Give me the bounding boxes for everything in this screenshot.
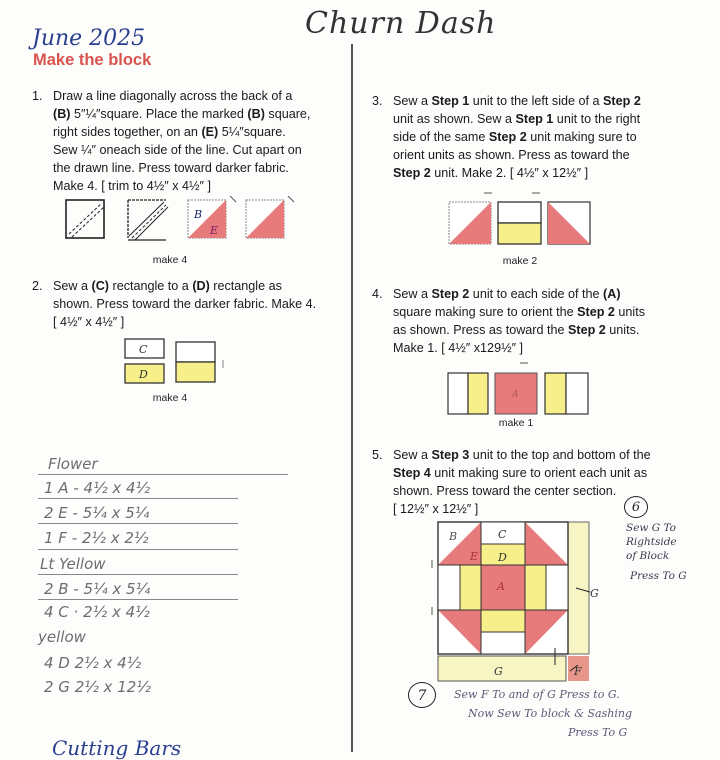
step-number: 2. xyxy=(32,279,43,293)
step-number: 3. xyxy=(372,94,383,108)
step-line: [ 4½″ x 4½″ ] xyxy=(53,315,125,329)
note-7 xyxy=(404,682,716,752)
label-f: F xyxy=(574,665,582,678)
note-6-line: Sew G To xyxy=(626,522,676,534)
step-line: as shown. Press as toward the Step 2 units. xyxy=(393,323,640,337)
step-line: Sew a (C) rectangle to a (D) rectangle as xyxy=(53,279,282,293)
step-3-caption: make 2 xyxy=(502,255,538,267)
cutting-list-row: 2 E - 5¼ x 5¼ xyxy=(44,504,150,522)
label-e: E xyxy=(210,224,219,237)
cd-unit-left xyxy=(448,373,488,414)
cutting-list-row: yellow xyxy=(38,628,86,646)
step-line: orient units as shown. Press as toward the xyxy=(393,148,630,162)
note-6-line: of Block xyxy=(626,550,670,562)
step-number: 1. xyxy=(32,89,43,103)
step-4-diagram xyxy=(440,360,600,418)
cutting-list-row: Flower xyxy=(48,455,98,473)
step-line: Sew a Step 1 unit to the left side of a Step 2 xyxy=(393,94,641,108)
sewn-cd-unit xyxy=(176,342,223,382)
step-line: side of the same Step 2 unit making sure to xyxy=(393,130,637,144)
note-6 xyxy=(620,494,720,594)
square-with-diagonal-line xyxy=(66,200,105,238)
note-7-line: Now Sew To block & Sashing xyxy=(468,707,632,720)
step-line: Step 2 unit. Make 2. [ 4½″ x 12½″ ] xyxy=(393,166,589,180)
step-2 xyxy=(32,277,352,333)
note-6-line: Rightside xyxy=(626,536,677,548)
cutting-list-row: 2 G 2½ x 12½ xyxy=(44,678,151,696)
label-e: E xyxy=(470,550,479,563)
square-with-seam-lines xyxy=(128,200,168,240)
section-heading: Make the block xyxy=(33,51,152,69)
label-d: D xyxy=(139,368,148,381)
step-2-caption: make 4 xyxy=(152,392,188,404)
note-6-line: Press To G xyxy=(630,570,687,582)
label-c: C xyxy=(139,343,148,356)
step-3-diagram xyxy=(440,188,600,250)
label-b: B xyxy=(449,530,458,543)
cutting-list-row: Lt Yellow xyxy=(40,555,106,573)
half-square-triangle xyxy=(246,196,294,238)
churn-dash-block-diagram xyxy=(430,515,610,685)
step-3 xyxy=(372,92,712,184)
step-4-caption: make 1 xyxy=(498,417,534,429)
cd-unit-center xyxy=(498,202,541,244)
step-line: Draw a line diagonally across the back of a xyxy=(53,89,293,103)
step-4 xyxy=(372,285,712,359)
step-line: [ 12½″ x 12½″ ] xyxy=(393,502,479,516)
step-1-caption: make 4 xyxy=(152,254,188,266)
label-b: B xyxy=(194,208,203,221)
cutting-list-row: 4 D 2½ x 4½ xyxy=(44,654,142,672)
note-7-line: Press To G xyxy=(568,726,628,739)
step-line: Sew a Step 2 unit to each side of the (A) xyxy=(393,287,621,301)
cutting-bars-heading-partial: Cutting Bars xyxy=(52,736,182,760)
hst-right xyxy=(548,202,590,244)
step-line: unit as shown. Sew a Step 1 unit to the right xyxy=(393,112,641,126)
label-g-right: G xyxy=(590,587,599,600)
label-a: A xyxy=(497,580,505,593)
cutting-list-row: 2 B - 5¼ x 5¼ xyxy=(44,580,151,598)
page-title: Churn Dash xyxy=(305,6,497,41)
step-1-diagram xyxy=(60,196,300,252)
square-a xyxy=(495,373,537,414)
rectangle-d xyxy=(125,364,164,383)
cutting-list-row: 1 F - 2½ x 2½ xyxy=(44,529,149,547)
note-6-circle: 6 xyxy=(624,496,648,518)
step-2-diagram xyxy=(120,336,240,388)
cutting-list-row: 4 C · 2½ x 4½ xyxy=(44,603,150,621)
step-1 xyxy=(32,87,352,197)
step-line: (B) 5″¼″square. Place the marked (B) square, xyxy=(53,107,311,121)
rectangle-c xyxy=(125,339,164,358)
step-line: shown. Press toward the darker fabric. Make 4. xyxy=(53,297,317,311)
label-c: C xyxy=(498,528,507,541)
step-line: square making sure to orient the Step 2 units xyxy=(393,305,646,319)
step-line: shown. Press toward the center section. xyxy=(393,484,617,498)
cd-unit-right xyxy=(545,373,588,414)
step-line: the drawn line. Press toward darker fabric. xyxy=(53,161,289,175)
step-line: Make 4. [ trim to 4½″ x 4½″ ] xyxy=(53,179,211,193)
note-7-circle: 7 xyxy=(408,682,436,708)
step-line: Sew a Step 3 unit to the top and bottom of the xyxy=(393,448,651,462)
note-7-line: Sew F To and of G Press to G. xyxy=(454,688,620,701)
step-line: right sides together, on an (E) 5¼″square. xyxy=(53,125,286,139)
label-a: A xyxy=(512,390,519,400)
cutting-list-row: 1 A - 4½ x 4½ xyxy=(44,479,151,497)
hst-left xyxy=(449,202,491,244)
step-number: 5. xyxy=(372,448,383,462)
step-line: Step 4 unit making sure to orient each unit as xyxy=(393,466,648,480)
date-handwritten: June 2025 xyxy=(32,26,146,51)
label-g-bottom: G xyxy=(494,665,503,678)
sashing-right xyxy=(568,522,589,654)
half-square-triangle-labeled xyxy=(188,196,236,238)
label-d: D xyxy=(498,551,507,564)
step-line: Sew ¼″ oneach side of the line. Cut apart on xyxy=(53,143,302,157)
step-line: Make 1. [ 4½″ x129½″ ] xyxy=(393,341,524,355)
step-number: 4. xyxy=(372,287,383,301)
